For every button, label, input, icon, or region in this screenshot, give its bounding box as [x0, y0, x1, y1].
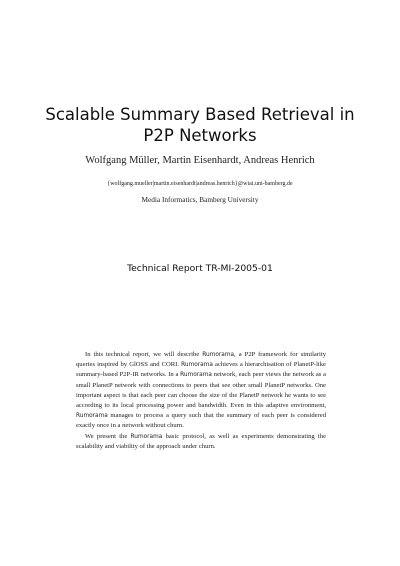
- abstract-text: network, each peer views the network as a small PlanetP network with connections to peers that see other small PlanetP networks. One important aspect is that each peer can choose the size of the PlanetP network he wants to see according to its local processing power and bandwidth. Even in this adaptive environment,: [76, 371, 326, 410]
- system-name: Rumorama: [202, 352, 235, 358]
- abstract-text: , a P2P framework for similarity queries inspired by GlOSS and CORI.: [76, 351, 326, 369]
- system-name: Rumorama: [181, 362, 213, 369]
- abstract: [76, 350, 326, 452]
- system-name: Rumorama: [180, 372, 212, 379]
- report-number: Technical Report TR-MI-2005-01: [127, 263, 273, 274]
- paper-title: [30, 104, 370, 146]
- abstract-paragraph-2: [76, 432, 326, 452]
- title-line-2: P2P Networks: [143, 126, 257, 145]
- title-line-1: Scalable Summary Based Retrieval in: [45, 105, 355, 124]
- abstract-text: In this technical report, we will describe: [85, 351, 203, 358]
- abstract-text: We present the: [85, 432, 131, 440]
- system-name: Rumorama: [130, 433, 163, 440]
- abstract-text: achieves a hierarchisation of PlanetP-like summary-based P2P-IR networks. In a: [76, 361, 326, 379]
- author-list: Wolfgang Müller, Martin Eisenhardt, Andreas Henrich: [85, 155, 315, 166]
- system-name: Rumorama: [76, 413, 108, 420]
- author-emails: {wolfgang.mueller|martin.eisenhardt|andreas.henrich}@wiai.uni-bamberg.de: [107, 181, 293, 187]
- abstract-paragraph-1: [76, 350, 326, 432]
- abstract-text: basic protocol, as well as experiments demonstrating the scalability and viability of the approach under churn.: [76, 432, 326, 450]
- abstract-text: manages to process a query such that the summary of each peer is considered exactly once in a network without churn.: [76, 412, 326, 430]
- affiliation: Media Informatics, Bamberg University: [141, 195, 259, 204]
